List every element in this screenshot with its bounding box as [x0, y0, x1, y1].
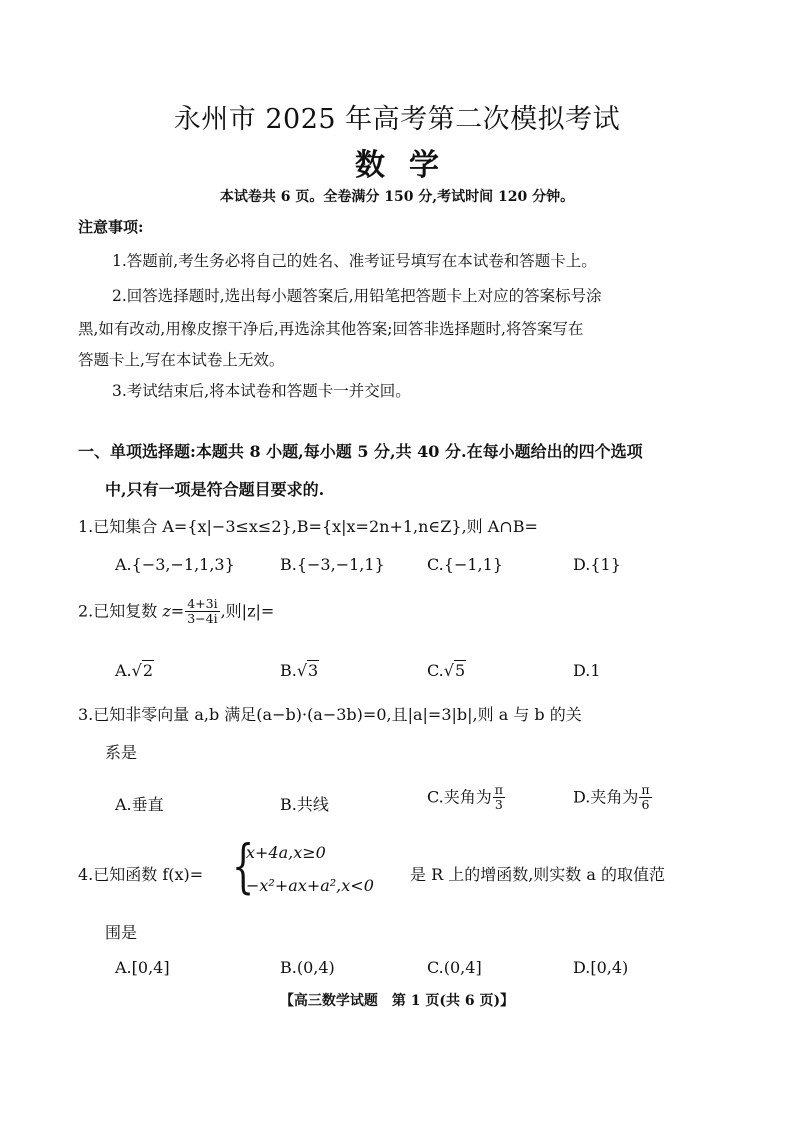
- q2-fraction: [185, 597, 219, 627]
- q3-option-c: [427, 783, 506, 813]
- q2-option-c: [427, 661, 466, 680]
- section-heading-cont: 中,只有一项是符合题目要求的.: [105, 480, 325, 499]
- q2-option-c-label: C.: [427, 661, 444, 680]
- question-3-stem: 3.已知非零向量 a,b 满足(a−b)·(a−3b)=0,且|a|=3|b|,则 a 与 b 的关: [78, 705, 582, 724]
- exam-info: 本试卷共 6 页。全卷满分 150 分,考试时间 120 分钟。: [219, 189, 575, 205]
- q1-option-c: C.{−1,1}: [427, 555, 503, 574]
- sqrt-icon: √2: [131, 661, 154, 680]
- note-item-2-cont: 黑,如有改动,用橡皮擦干净后,再选涂其他答案;回答非选择题时,将答案写在: [78, 320, 584, 338]
- q2-option-b: [280, 661, 319, 680]
- q2-option-a-radicand: 2: [142, 661, 154, 680]
- q2-var: z: [162, 601, 171, 621]
- subject-title: 数学: [355, 148, 463, 183]
- q3-option-a: A.垂直: [115, 795, 164, 814]
- question-2-stem: [78, 597, 274, 627]
- note-item-1: 1.答题前,考生务必将自己的姓名、准考证号填写在本试卷和答题卡上。: [112, 252, 597, 270]
- q2-option-d: D.1: [573, 661, 601, 680]
- q3-option-c-num: π: [494, 782, 503, 797]
- question-4-prefix: 4.已知函数 f(x)=: [78, 865, 204, 884]
- note-item-3: 3.考试结束后,将本试卷和答题卡一并交回。: [112, 382, 411, 400]
- sqrt-icon: √5: [443, 661, 466, 680]
- q1-option-b: B.{−3,−1,1}: [280, 555, 385, 574]
- question-4-suffix: 是 R 上的增函数,则实数 a 的取值范: [410, 865, 666, 884]
- q2-suffix: ,则|z|=: [220, 601, 275, 621]
- piecewise-case-2: −x²+ax+a²,x<0: [246, 876, 374, 895]
- q4-option-d: D.[0,4): [573, 958, 629, 977]
- q3-option-c-fraction: [493, 783, 505, 813]
- q3-option-d: [573, 783, 653, 813]
- piecewise-case-1: x+4a,x≥0: [246, 843, 326, 862]
- q2-option-c-radicand: 5: [454, 661, 466, 680]
- q4-option-c: C.(0,4]: [427, 958, 482, 977]
- page-footer: 【高三数学试题 第 1 页(共 6 页)】: [279, 993, 515, 1009]
- q2-denominator: 3−4i: [187, 611, 218, 627]
- q2-option-b-label: B.: [280, 661, 297, 680]
- q2-option-a: [115, 661, 154, 680]
- q1-option-a: A.{−3,−1,1,3}: [115, 555, 235, 574]
- left-brace-icon: {: [232, 832, 255, 900]
- q3-option-c-den: 3: [494, 797, 503, 813]
- q3-option-d-den: 6: [641, 797, 650, 813]
- q2-eq: =: [170, 601, 185, 621]
- note-item-2: 2.回答选择题时,选出每小题答案后,用铅笔把答题卡上对应的答案标号涂: [112, 287, 602, 305]
- q2-numerator: 4+3i: [187, 596, 218, 611]
- section-heading: 一、单项选择题:本题共 8 小题,每小题 5 分,共 40 分.在每小题给出的四个选项: [78, 442, 643, 461]
- question-3-stem-cont: 系是: [105, 743, 138, 762]
- question-1-stem: 1.已知集合 A={x|−3≤x≤2},B={x|x=2n+1,n∈Z},则 A∩B=: [78, 517, 538, 536]
- q2-option-b-radicand: 3: [308, 661, 319, 680]
- notes-heading: 注意事项:: [78, 218, 144, 236]
- q3-option-b: B.共线: [280, 795, 329, 814]
- q4-option-a: A.[0,4]: [115, 958, 170, 977]
- q2-option-a-label: A.: [115, 661, 132, 680]
- q3-option-d-label: D.夹角为: [573, 787, 639, 807]
- q4-option-b: B.(0,4): [280, 958, 335, 977]
- q3-option-d-num: π: [641, 782, 650, 797]
- exam-title: 永州市 2025 年高考第二次模拟考试: [173, 104, 621, 135]
- q3-option-c-label: C.夹角为: [427, 787, 492, 807]
- note-item-2-end: 答题卡上,写在本试卷上无效。: [78, 351, 285, 369]
- q2-prefix: 2.已知复数: [78, 601, 163, 621]
- question-4-stem-cont: 围是: [105, 923, 138, 942]
- sqrt-icon: √3: [296, 661, 319, 680]
- q1-option-d: D.{1}: [573, 555, 621, 574]
- q3-option-d-fraction: [639, 783, 651, 813]
